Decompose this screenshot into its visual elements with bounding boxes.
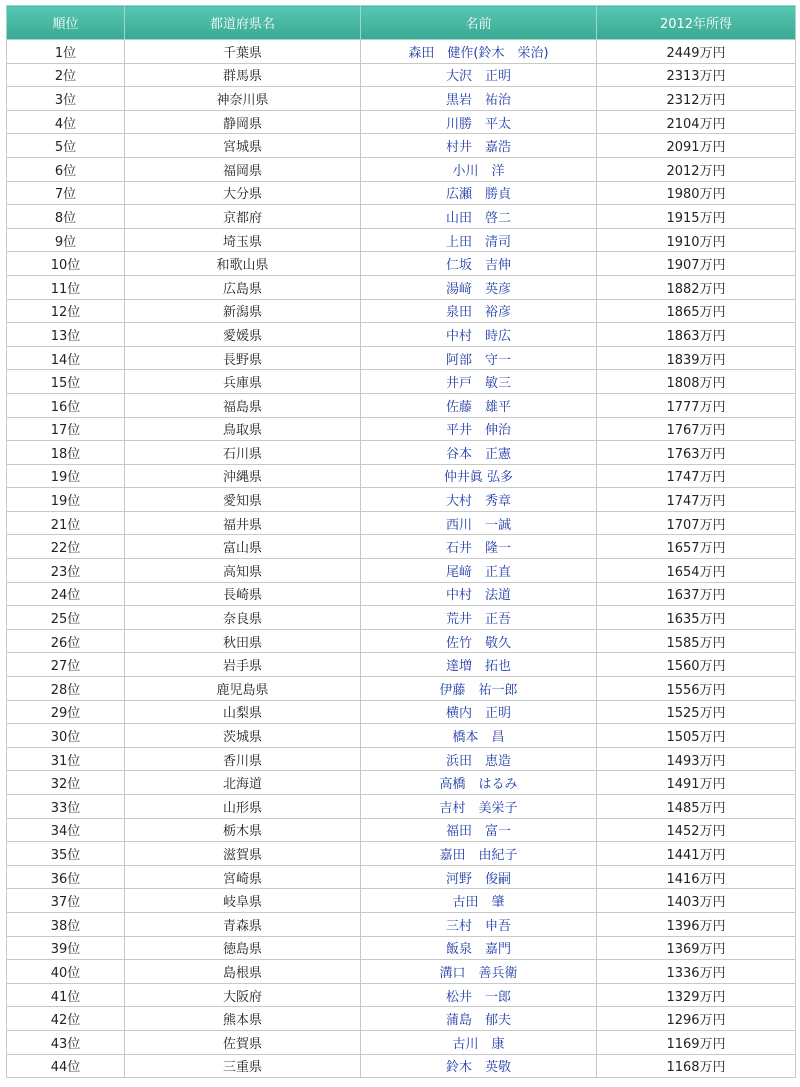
- table-row: [7, 842, 796, 866]
- table-row: [7, 157, 796, 181]
- income-cell: 1767万円: [597, 417, 796, 441]
- governor-name-cell: 村井 嘉浩: [361, 134, 597, 158]
- table-row: [7, 393, 796, 417]
- table-row: [7, 228, 796, 252]
- prefecture-cell: 茨城県: [125, 724, 361, 748]
- rank-cell: 36位: [7, 865, 125, 889]
- rank-cell: 16位: [7, 393, 125, 417]
- prefecture-cell: 秋田県: [125, 629, 361, 653]
- prefecture-cell: 佐賀県: [125, 1030, 361, 1054]
- income-cell: 1493万円: [597, 747, 796, 771]
- income-cell: 2449万円: [597, 40, 796, 64]
- header-name: 名前: [361, 6, 597, 40]
- rank-cell: 12位: [7, 299, 125, 323]
- prefecture-cell: 大分県: [125, 181, 361, 205]
- governor-name-cell: 古田 肇: [361, 889, 597, 913]
- governor-name-cell: 尾﨑 正直: [361, 559, 597, 583]
- governor-name-cell: 荒井 正吾: [361, 606, 597, 630]
- table-row: [7, 323, 796, 347]
- prefecture-cell: 福島県: [125, 393, 361, 417]
- table-row: [7, 134, 796, 158]
- prefecture-cell: 愛媛県: [125, 323, 361, 347]
- table-row: [7, 700, 796, 724]
- income-cell: 1485万円: [597, 795, 796, 819]
- rank-cell: 5位: [7, 134, 125, 158]
- rank-cell: 42位: [7, 1007, 125, 1031]
- governor-name-cell: 浜田 恵造: [361, 747, 597, 771]
- table-row: [7, 535, 796, 559]
- income-cell: 1882万円: [597, 275, 796, 299]
- rank-cell: 7位: [7, 181, 125, 205]
- table-row: [7, 559, 796, 583]
- rank-cell: 17位: [7, 417, 125, 441]
- prefecture-cell: 北海道: [125, 771, 361, 795]
- prefecture-cell: 滋賀県: [125, 842, 361, 866]
- prefecture-cell: 兵庫県: [125, 370, 361, 394]
- prefecture-cell: 三重県: [125, 1054, 361, 1078]
- prefecture-cell: 長崎県: [125, 582, 361, 606]
- rank-cell: 13位: [7, 323, 125, 347]
- governor-name-cell: 中村 時広: [361, 323, 597, 347]
- income-cell: 1556万円: [597, 677, 796, 701]
- income-cell: 1525万円: [597, 700, 796, 724]
- header-income: 2012年所得: [597, 6, 796, 40]
- rank-cell: 41位: [7, 983, 125, 1007]
- prefecture-cell: 広島県: [125, 275, 361, 299]
- income-cell: 1585万円: [597, 629, 796, 653]
- table-row: [7, 1007, 796, 1031]
- income-cell: 1336万円: [597, 960, 796, 984]
- rank-cell: 15位: [7, 370, 125, 394]
- governor-name-cell: 福田 富一: [361, 818, 597, 842]
- income-cell: 2104万円: [597, 110, 796, 134]
- income-cell: 1707万円: [597, 511, 796, 535]
- income-cell: 1329万円: [597, 983, 796, 1007]
- prefecture-cell: 群馬県: [125, 63, 361, 87]
- rank-cell: 30位: [7, 724, 125, 748]
- governor-name-cell: 川勝 平太: [361, 110, 597, 134]
- governor-name-cell: 森田 健作(鈴木 栄治): [361, 40, 597, 64]
- prefecture-cell: 新潟県: [125, 299, 361, 323]
- prefecture-cell: 徳島県: [125, 936, 361, 960]
- table-row: [7, 771, 796, 795]
- prefecture-cell: 京都府: [125, 205, 361, 229]
- income-cell: 1808万円: [597, 370, 796, 394]
- rank-cell: 26位: [7, 629, 125, 653]
- table-row: [7, 441, 796, 465]
- governor-name-cell: 山田 啓二: [361, 205, 597, 229]
- income-cell: 1169万円: [597, 1030, 796, 1054]
- income-cell: 1396万円: [597, 912, 796, 936]
- prefecture-cell: 岐阜県: [125, 889, 361, 913]
- rank-cell: 38位: [7, 912, 125, 936]
- table-header-row: [7, 6, 796, 40]
- rank-cell: 35位: [7, 842, 125, 866]
- rank-cell: 1位: [7, 40, 125, 64]
- table-body: [7, 40, 796, 1078]
- table-row: [7, 960, 796, 984]
- income-cell: 1763万円: [597, 441, 796, 465]
- rank-cell: 2位: [7, 63, 125, 87]
- prefecture-cell: 石川県: [125, 441, 361, 465]
- income-cell: 1452万円: [597, 818, 796, 842]
- rank-cell: 33位: [7, 795, 125, 819]
- income-cell: 1403万円: [597, 889, 796, 913]
- income-cell: 1654万円: [597, 559, 796, 583]
- prefecture-cell: 愛知県: [125, 488, 361, 512]
- income-cell: 1910万円: [597, 228, 796, 252]
- rank-cell: 11位: [7, 275, 125, 299]
- rank-cell: 14位: [7, 346, 125, 370]
- rank-cell: 39位: [7, 936, 125, 960]
- table-row: [7, 511, 796, 535]
- prefecture-cell: 鹿児島県: [125, 677, 361, 701]
- prefecture-cell: 高知県: [125, 559, 361, 583]
- governor-name-cell: 横内 正明: [361, 700, 597, 724]
- table-row: [7, 983, 796, 1007]
- prefecture-cell: 栃木県: [125, 818, 361, 842]
- table-row: [7, 252, 796, 276]
- table-row: [7, 724, 796, 748]
- rank-cell: 40位: [7, 960, 125, 984]
- table-row: [7, 1054, 796, 1078]
- governor-name-cell: 中村 法道: [361, 582, 597, 606]
- rank-cell: 34位: [7, 818, 125, 842]
- governor-name-cell: 伊藤 祐一郎: [361, 677, 597, 701]
- governor-name-cell: 黒岩 祐治: [361, 87, 597, 111]
- rank-cell: 23位: [7, 559, 125, 583]
- rank-cell: 9位: [7, 228, 125, 252]
- prefecture-cell: 宮崎県: [125, 865, 361, 889]
- governor-name-cell: 河野 俊嗣: [361, 865, 597, 889]
- rank-cell: 19位: [7, 488, 125, 512]
- prefecture-cell: 福岡県: [125, 157, 361, 181]
- governor-name-cell: 高橋 はるみ: [361, 771, 597, 795]
- table-row: [7, 865, 796, 889]
- income-cell: 1839万円: [597, 346, 796, 370]
- governor-name-cell: 湯﨑 英彦: [361, 275, 597, 299]
- table-row: [7, 488, 796, 512]
- governor-name-cell: 西川 一誠: [361, 511, 597, 535]
- income-cell: 2091万円: [597, 134, 796, 158]
- governor-name-cell: 泉田 裕彦: [361, 299, 597, 323]
- income-cell: 1416万円: [597, 865, 796, 889]
- income-cell: 2012万円: [597, 157, 796, 181]
- table-row: [7, 275, 796, 299]
- income-cell: 1441万円: [597, 842, 796, 866]
- governor-income-table: [6, 5, 796, 1078]
- governor-name-cell: 小川 洋: [361, 157, 597, 181]
- governor-name-cell: 飯泉 嘉門: [361, 936, 597, 960]
- income-cell: 1168万円: [597, 1054, 796, 1078]
- rank-cell: 24位: [7, 582, 125, 606]
- governor-name-cell: 佐藤 雄平: [361, 393, 597, 417]
- income-cell: 2312万円: [597, 87, 796, 111]
- income-cell: 1560万円: [597, 653, 796, 677]
- header-rank: 順位: [7, 6, 125, 40]
- table-row: [7, 110, 796, 134]
- income-cell: 1980万円: [597, 181, 796, 205]
- table-row: [7, 606, 796, 630]
- governor-name-cell: 大村 秀章: [361, 488, 597, 512]
- table-row: [7, 677, 796, 701]
- table-row: [7, 464, 796, 488]
- rank-cell: 19位: [7, 464, 125, 488]
- governor-name-cell: 広瀬 勝貞: [361, 181, 597, 205]
- table-row: [7, 40, 796, 64]
- income-cell: 1863万円: [597, 323, 796, 347]
- prefecture-cell: 香川県: [125, 747, 361, 771]
- governor-name-cell: 佐竹 敬久: [361, 629, 597, 653]
- prefecture-cell: 富山県: [125, 535, 361, 559]
- governor-name-cell: 仲井眞 弘多: [361, 464, 597, 488]
- rank-cell: 37位: [7, 889, 125, 913]
- governor-name-cell: 大沢 正明: [361, 63, 597, 87]
- governor-name-cell: 谷本 正憲: [361, 441, 597, 465]
- rank-cell: 10位: [7, 252, 125, 276]
- table-row: [7, 629, 796, 653]
- table-row: [7, 936, 796, 960]
- rank-cell: 18位: [7, 441, 125, 465]
- income-cell: 1637万円: [597, 582, 796, 606]
- income-cell: 1635万円: [597, 606, 796, 630]
- income-cell: 1296万円: [597, 1007, 796, 1031]
- table-row: [7, 417, 796, 441]
- prefecture-cell: 奈良県: [125, 606, 361, 630]
- income-cell: 2313万円: [597, 63, 796, 87]
- prefecture-cell: 長野県: [125, 346, 361, 370]
- ranking-table-container: [6, 5, 795, 1078]
- table-row: [7, 889, 796, 913]
- rank-cell: 8位: [7, 205, 125, 229]
- governor-name-cell: 吉村 美栄子: [361, 795, 597, 819]
- prefecture-cell: 熊本県: [125, 1007, 361, 1031]
- rank-cell: 28位: [7, 677, 125, 701]
- prefecture-cell: 宮城県: [125, 134, 361, 158]
- prefecture-cell: 岩手県: [125, 653, 361, 677]
- prefecture-cell: 沖縄県: [125, 464, 361, 488]
- table-row: [7, 912, 796, 936]
- table-row: [7, 795, 796, 819]
- income-cell: 1505万円: [597, 724, 796, 748]
- governor-name-cell: 達増 拓也: [361, 653, 597, 677]
- income-cell: 1747万円: [597, 488, 796, 512]
- table-row: [7, 1030, 796, 1054]
- income-cell: 1777万円: [597, 393, 796, 417]
- rank-cell: 44位: [7, 1054, 125, 1078]
- rank-cell: 4位: [7, 110, 125, 134]
- rank-cell: 22位: [7, 535, 125, 559]
- rank-cell: 25位: [7, 606, 125, 630]
- table-row: [7, 582, 796, 606]
- governor-name-cell: 古川 康: [361, 1030, 597, 1054]
- rank-cell: 27位: [7, 653, 125, 677]
- table-row: [7, 747, 796, 771]
- governor-name-cell: 三村 申吾: [361, 912, 597, 936]
- income-cell: 1907万円: [597, 252, 796, 276]
- prefecture-cell: 山梨県: [125, 700, 361, 724]
- table-row: [7, 299, 796, 323]
- prefecture-cell: 神奈川県: [125, 87, 361, 111]
- rank-cell: 31位: [7, 747, 125, 771]
- header-prefecture: 都道府県名: [125, 6, 361, 40]
- governor-name-cell: 仁坂 吉伸: [361, 252, 597, 276]
- governor-name-cell: 溝口 善兵衛: [361, 960, 597, 984]
- governor-name-cell: 阿部 守一: [361, 346, 597, 370]
- rank-cell: 21位: [7, 511, 125, 535]
- income-cell: 1747万円: [597, 464, 796, 488]
- rank-cell: 32位: [7, 771, 125, 795]
- governor-name-cell: 橋本 昌: [361, 724, 597, 748]
- prefecture-cell: 島根県: [125, 960, 361, 984]
- rank-cell: 43位: [7, 1030, 125, 1054]
- prefecture-cell: 鳥取県: [125, 417, 361, 441]
- governor-name-cell: 蒲島 郁夫: [361, 1007, 597, 1031]
- governor-name-cell: 鈴木 英敬: [361, 1054, 597, 1078]
- prefecture-cell: 福井県: [125, 511, 361, 535]
- prefecture-cell: 和歌山県: [125, 252, 361, 276]
- governor-name-cell: 松井 一郎: [361, 983, 597, 1007]
- income-cell: 1657万円: [597, 535, 796, 559]
- table-row: [7, 205, 796, 229]
- table-row: [7, 370, 796, 394]
- prefecture-cell: 青森県: [125, 912, 361, 936]
- governor-name-cell: 上田 清司: [361, 228, 597, 252]
- table-row: [7, 87, 796, 111]
- governor-name-cell: 石井 隆一: [361, 535, 597, 559]
- income-cell: 1865万円: [597, 299, 796, 323]
- table-row: [7, 181, 796, 205]
- prefecture-cell: 大阪府: [125, 983, 361, 1007]
- prefecture-cell: 山形県: [125, 795, 361, 819]
- governor-name-cell: 平井 伸治: [361, 417, 597, 441]
- prefecture-cell: 埼玉県: [125, 228, 361, 252]
- prefecture-cell: 静岡県: [125, 110, 361, 134]
- income-cell: 1369万円: [597, 936, 796, 960]
- governor-name-cell: 嘉田 由紀子: [361, 842, 597, 866]
- income-cell: 1491万円: [597, 771, 796, 795]
- table-row: [7, 653, 796, 677]
- rank-cell: 6位: [7, 157, 125, 181]
- rank-cell: 29位: [7, 700, 125, 724]
- table-row: [7, 63, 796, 87]
- table-row: [7, 346, 796, 370]
- table-row: [7, 818, 796, 842]
- governor-name-cell: 井戸 敏三: [361, 370, 597, 394]
- rank-cell: 3位: [7, 87, 125, 111]
- income-cell: 1915万円: [597, 205, 796, 229]
- prefecture-cell: 千葉県: [125, 40, 361, 64]
